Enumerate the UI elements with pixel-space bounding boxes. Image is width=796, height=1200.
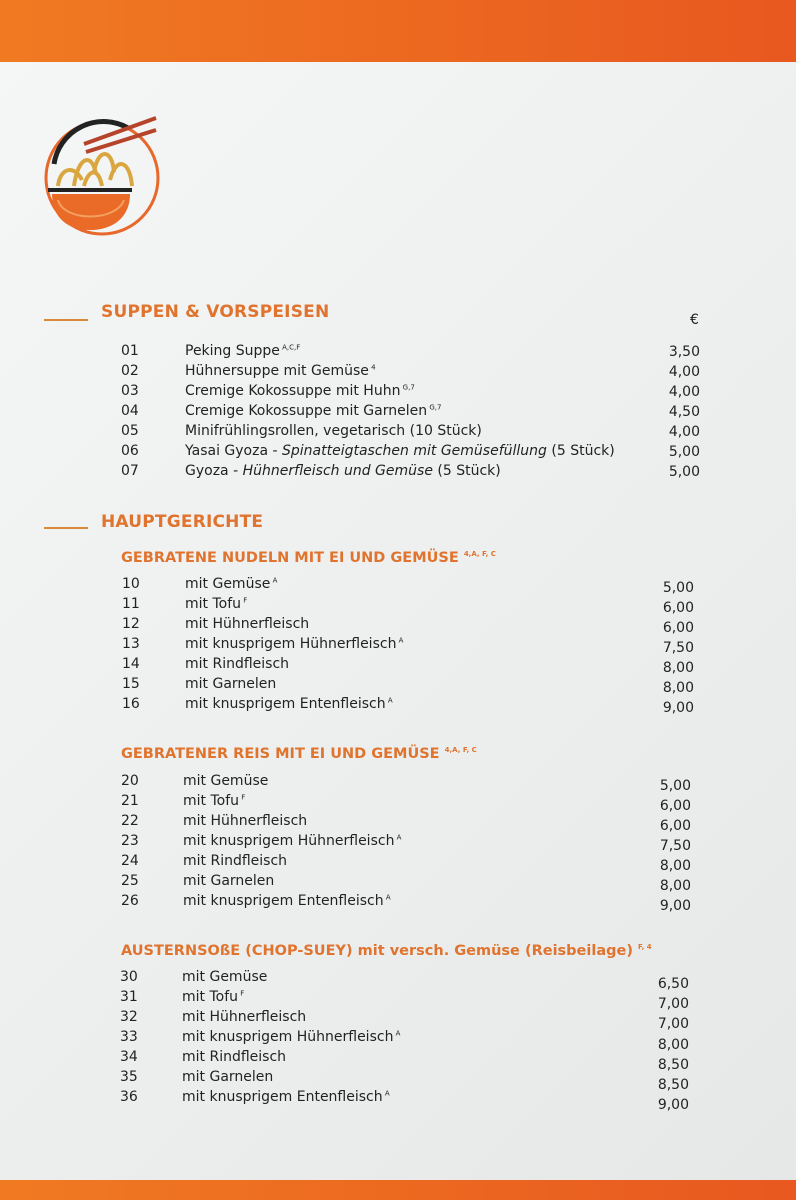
menu-item-row: [121, 813, 721, 833]
item-number: 23: [121, 833, 139, 849]
item-number: 22: [121, 813, 139, 829]
item-name: mit Tofu $^F$: [183, 793, 246, 809]
allergen-codes: A: [382, 1089, 390, 1098]
item-price: 5,00: [659, 778, 691, 794]
item-price: 4,50: [668, 404, 700, 420]
item-name: mit Tofu $^F$: [182, 989, 245, 1005]
item-number: 36: [120, 1089, 138, 1105]
allergen-codes: A: [393, 1029, 401, 1038]
item-name: mit Garnelen: [185, 676, 277, 692]
item-price: 6,00: [662, 600, 694, 616]
item-price: 7,50: [662, 640, 694, 656]
item-price: 4,00: [668, 424, 700, 440]
item-name: mit Gemüse: [183, 773, 269, 789]
item-number: 20: [121, 773, 139, 789]
menu-item-row: [121, 833, 721, 853]
allergen-codes: F: [239, 793, 246, 802]
item-name: mit Gemüse $^A$: [185, 576, 278, 592]
menu-item-row: [121, 443, 721, 463]
item-name: mit knusprigem Hühnerfleisch $^A$: [185, 636, 404, 652]
item-name: mit Rindfleisch: [182, 1049, 287, 1065]
item-name: mit Hühnerfleisch: [185, 616, 310, 632]
menu-item-row: [121, 463, 721, 483]
menu-item-row: [121, 343, 721, 363]
item-price: 6,00: [662, 620, 694, 636]
item-price: 7,00: [657, 996, 689, 1013]
item-number: 33: [120, 1029, 138, 1045]
item-price: 4,00: [668, 364, 700, 380]
menu-item-row: [121, 853, 721, 873]
allergen-codes: A: [396, 636, 404, 645]
menu-item-row: [120, 1029, 720, 1053]
item-price: 9,00: [659, 898, 691, 914]
item-price: 7,50: [659, 838, 691, 854]
item-price: 5,00: [668, 464, 700, 480]
item-name: mit knusprigem Hühnerfleisch $^A$: [182, 1029, 401, 1045]
item-name: mit knusprigem Hühnerfleisch $^A$: [183, 833, 402, 849]
item-price: 8,00: [659, 858, 691, 874]
top-orange-band: [0, 0, 796, 62]
menu-item-row: [122, 576, 722, 596]
menu-item-row: [121, 773, 721, 793]
item-number: 07: [121, 463, 139, 479]
item-name: Gyoza - Hühnerfleisch und Gemüse (5 Stück): [185, 463, 501, 479]
item-price: 8,00: [662, 680, 694, 696]
item-price: 5,00: [668, 444, 700, 460]
item-price: 8,00: [659, 878, 691, 894]
item-number: 24: [121, 853, 139, 869]
item-price: 8,00: [662, 660, 694, 676]
allergen-codes: F: [238, 989, 245, 998]
item-price: 7,00: [657, 1016, 689, 1033]
currency-label: €: [690, 312, 699, 328]
item-price: 6,50: [657, 976, 689, 992]
item-name: mit Hühnerfleisch: [183, 813, 308, 829]
allergen-codes: A: [270, 576, 278, 585]
item-number: 14: [122, 656, 140, 672]
allergen-codes: A,C,F: [279, 343, 301, 352]
allergen-codes: G,7: [400, 383, 415, 392]
item-price: 9,00: [657, 1097, 689, 1114]
menu-item-row: [120, 969, 720, 992]
item-price: 6,00: [659, 798, 691, 814]
allergen-codes: A: [385, 696, 393, 705]
item-name: mit Rindfleisch: [183, 853, 288, 869]
menu-item-row: [121, 423, 721, 443]
item-number: 32: [120, 1009, 138, 1025]
group-title-reis: GEBRATENER REIS MIT EI UND GEMÜSE $^{4,A, F, C}$: [121, 746, 477, 762]
item-number: 13: [122, 636, 140, 652]
item-number: 11: [122, 596, 140, 612]
menu-item-row: [121, 873, 721, 893]
noodle-bowl-logo-icon: [44, 110, 169, 240]
item-price: 8,50: [657, 1077, 689, 1093]
menu-item-row: [120, 1089, 720, 1114]
item-number: 01: [121, 343, 139, 359]
section-title-hauptgerichte: HAUPTGERICHTE: [101, 512, 264, 532]
item-number: 16: [122, 696, 140, 712]
allergen-codes: A: [394, 833, 402, 842]
item-name: mit Gemüse: [182, 969, 268, 985]
item-number: 26: [121, 893, 139, 909]
item-name: mit Rindfleisch: [185, 656, 290, 672]
item-number: 35: [120, 1069, 138, 1085]
menu-item-row: [122, 696, 722, 716]
item-price: 9,00: [662, 700, 694, 716]
menu-item-row: [121, 403, 721, 423]
menu-item-row: [121, 793, 721, 813]
section-divider: [44, 319, 88, 321]
section-title-suppen: SUPPEN & VORSPEISEN: [101, 302, 330, 322]
menu-item-row: [121, 893, 721, 913]
item-name: mit knusprigem Entenfleisch $^A$: [182, 1089, 390, 1105]
item-price: 3,50: [668, 344, 700, 360]
menu-item-row: [120, 1049, 720, 1073]
menu-item-row: [122, 636, 722, 656]
item-number: 06: [121, 443, 139, 459]
item-number: 02: [121, 363, 139, 379]
item-price: 8,00: [657, 1036, 689, 1053]
item-number: 34: [120, 1049, 138, 1065]
item-name: Yasai Gyoza - Spinatteigtaschen mit Gemüsefüllung (5 Stück): [185, 443, 615, 459]
menu-item-row: [121, 383, 721, 403]
bottom-orange-band: [0, 1180, 796, 1200]
item-name: Hühnersuppe mit Gemüse $^4$: [185, 363, 376, 379]
item-number: 31: [120, 989, 138, 1005]
menu-item-row: [122, 656, 722, 676]
allergen-codes: G,7: [427, 403, 442, 412]
allergen-codes: F: [241, 596, 248, 605]
menu-item-row: [121, 363, 721, 383]
item-price: 8,50: [657, 1056, 689, 1073]
item-name: Peking Suppe $^{A,C,F}$: [185, 343, 301, 359]
menu-item-row: [120, 1009, 720, 1033]
item-number: 03: [121, 383, 139, 399]
item-number: 25: [121, 873, 139, 889]
menu-item-row: [122, 676, 722, 696]
group-title-austernsosse: AUSTERNSOßE (CHOP-SUEY) mit versch. Gemüse (Reisbeilage) $^{F, 4}$: [121, 943, 652, 959]
item-name: Minifrühlingsrollen, vegetarisch (10 Stück): [185, 423, 482, 439]
allergen-codes: A: [383, 893, 391, 902]
item-number: 05: [121, 423, 139, 439]
item-name: mit Hühnerfleisch: [182, 1009, 307, 1025]
item-name: mit Tofu $^F$: [185, 596, 248, 612]
item-name: mit Garnelen: [182, 1069, 274, 1085]
item-name: Cremige Kokossuppe mit Garnelen $^{G,7}$: [185, 403, 442, 419]
group-title-nudeln: GEBRATENE NUDELN MIT EI UND GEMÜSE $^{4,A, F, C}$: [121, 550, 496, 566]
item-name: Cremige Kokossuppe mit Huhn $^{G,7}$: [185, 383, 415, 399]
menu-item-row: [122, 596, 722, 616]
item-name: mit knusprigem Entenfleisch $^A$: [183, 893, 391, 909]
item-price: 5,00: [662, 580, 694, 596]
menu-item-row: [120, 1069, 720, 1093]
menu-item-row: [120, 989, 720, 1013]
item-number: 10: [122, 576, 140, 592]
item-price: 6,00: [659, 818, 691, 834]
item-name: mit knusprigem Entenfleisch $^A$: [185, 696, 393, 712]
allergen-codes: 4: [368, 363, 376, 372]
menu-item-row: [122, 616, 722, 636]
item-price: 4,00: [668, 384, 700, 400]
item-name: mit Garnelen: [183, 873, 275, 889]
item-number: 21: [121, 793, 139, 809]
item-number: 04: [121, 403, 139, 419]
section-divider: [44, 527, 88, 529]
item-number: 12: [122, 616, 140, 632]
item-number: 15: [122, 676, 140, 692]
item-number: 30: [120, 969, 138, 985]
